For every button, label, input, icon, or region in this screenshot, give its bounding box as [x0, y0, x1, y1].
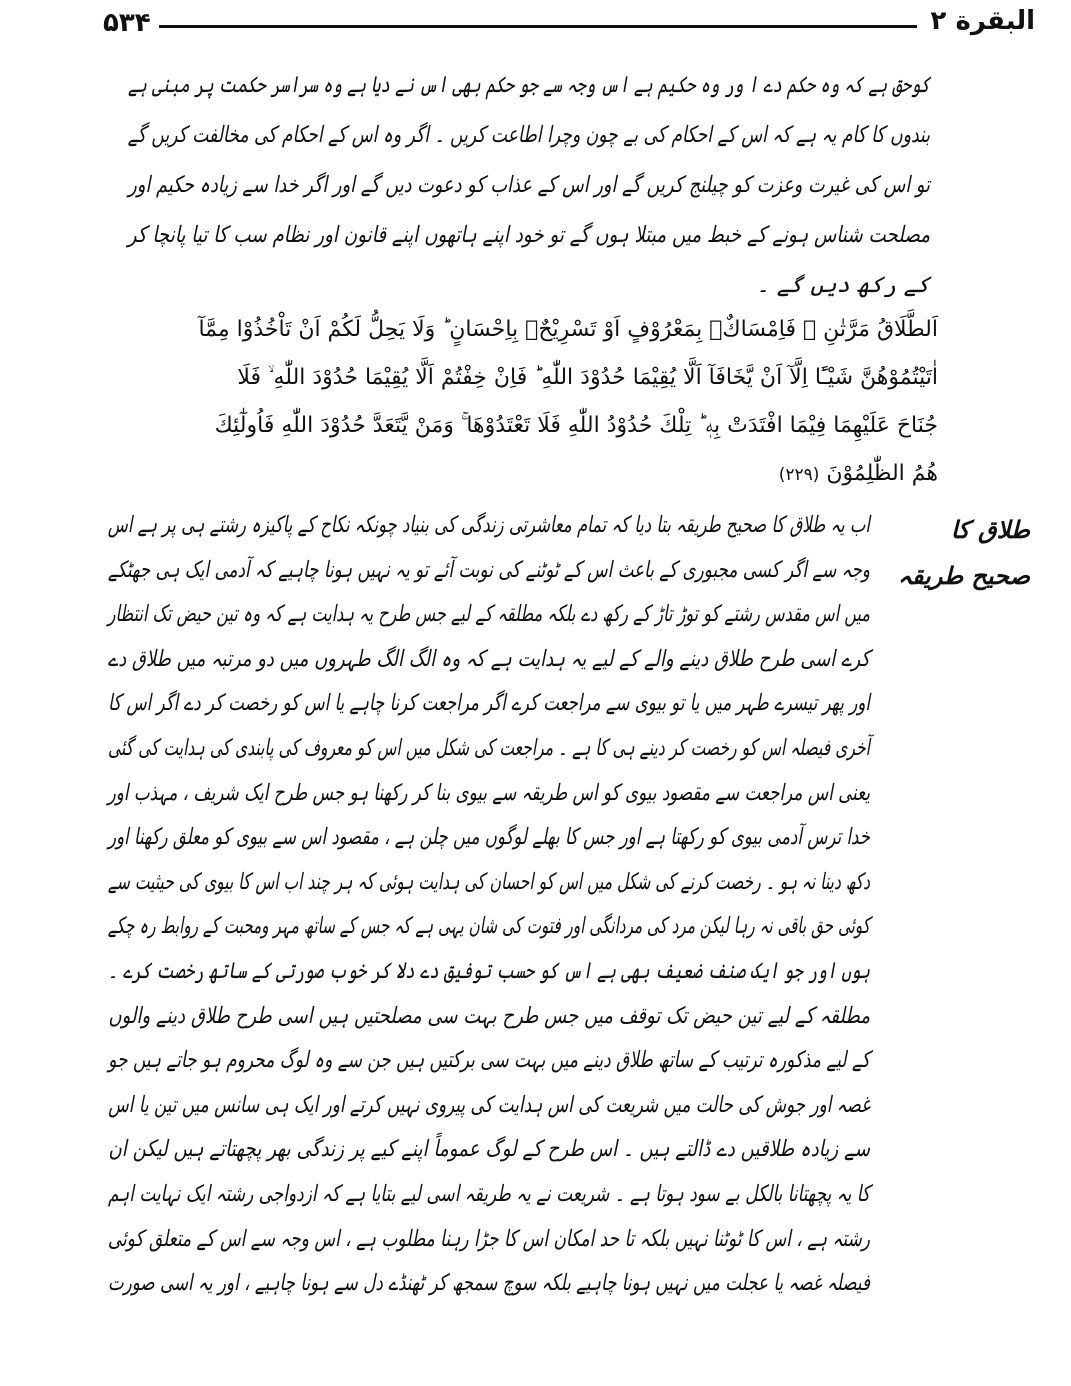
text-line: مطلقہ کے لیے تین حیض تک توقف میں جس طرح بہت سی مصلحتیں ہیں اسی طرح طلاق دینے والوں — [108, 1002, 871, 1029]
text-line: کوئی حق باقی نہ رہا لیکن مرد کی مردانگی اور فتوت کی شان یہی ہے کہ جس کے ساتھ مہر ومحبت کے روابط رہ چکے — [107, 913, 870, 940]
text-line: مصلحت شناس ہونے کے خبط میں مبتلا ہوں گے تو خود اپنے ہاتھوں اپنے قانون اور نظام سب کا تیا پانچا کر — [127, 222, 930, 248]
verse-line: اَلطَّلَاقُ مَرَّتٰنِ ۪ فَاِمْسَاكٌۢ بِمَعْرُوْفٍ اَوْ تَسْرِيْحٌۢ بِاِحْسَانٍ ؕ وَلَا يَحِلُّ لَكُمْ اَنْ تَاْخُذُوْا مِمَّآ — [198, 317, 938, 342]
commentary-paragraph-1 — [128, 60, 930, 310]
text-line: آخری فیصلہ اس کو رخصت کر دینے ہی کا ہے ۔ مراجعت کی شکل میں اس کو معروف کی پابندی کی ہدایت کی گئی — [108, 734, 870, 761]
verse-line: اٰتَيْتُمُوْهُنَّ شَيْـًٔا اِلَّآ اَنْ يَّخَافَآ اَلَّا يُقِيْمَا حُدُوْدَ اللّٰهِ ؕ فَاِنْ خِفْتُمْ اَلَّا يُقِيْمَا حُدُوْدَ اللّٰهِ ۙ فَلَا — [237, 365, 938, 390]
text-line: وجہ سے اگر کسی مجبوری کے باعث اس کے ٹوٹنے کی نوبت آئے تو یہ نہیں ہونا چاہیے کہ آدمی ایک ہی جھٹکے — [107, 556, 870, 583]
text-line: بندوں کا کام یہ ہے کہ اس کے احکام کی بے چون وچرا اطاعت کریں ۔ اگر وہ اس کے احکام کی مخالفت کریں گے — [127, 122, 931, 148]
page-header — [95, 6, 1035, 40]
text-line: رشتہ ہے ، اس کا ٹوٹنا نہیں بلکہ تا حد امکان اس کا جڑا رہنا مطلوب ہے ، اس وجہ سے اس کے متعلق کوئی — [107, 1225, 870, 1252]
margin-heading-line: طلاق کا — [950, 516, 1030, 544]
commentary-paragraph-2 — [108, 503, 870, 1306]
surah-title: البقرة ۲ — [930, 6, 1035, 36]
verse-line — [118, 450, 938, 498]
text-line: تو اس کی غیرت وعزت کو چیلنج کریں گے اور اس کے عذاب کو دعوت دیں گے اور اگر خدا سے زیادہ حکیم اور — [128, 172, 930, 198]
text-line: ہوں اور جو ایک صنف ضعیف بھی ہے اس کو حسب توفیق دے دلا کر خوب صورتی کے ساتھ رخصت کرے ۔ — [108, 957, 871, 984]
text-line: کے رکھ دیں گے ۔ — [756, 272, 930, 298]
page-number: ۵۳۴ — [103, 8, 151, 38]
header-rule — [159, 25, 917, 28]
verse-text: هُمُ الظّٰلِمُوْنَ — [826, 461, 938, 486]
text-line: میں اس مقدس رشتے کو توڑ تاڑ کے رکھ دے بلکہ مطلقہ کے لیے جس طرح یہ ہدایت ہے کہ وہ تین حیض تک انتظار — [107, 601, 870, 628]
text-line: دکھ دینا نہ ہو ۔ رخصت کرنے کی شکل میں اس کو احسان کی ہدایت ہوئی کہ ہر چند اب اس کا بیوی کی حیثیت سے — [107, 868, 871, 895]
text-line: کے لیے مذکورہ ترتیب کے ساتھ طلاق دینے میں بہت سی برکتیں ہیں جن سے وہ لوگ محروم ہو جاتے ہیں جو — [108, 1047, 870, 1074]
text-line: کوحق ہے کہ وہ حکم دے ا ور وہ حکیم ہے اس وجہ سے جو حکم بھی اس نے دیا ہے وہ سراسر حکمت پر مبنی ہے — [128, 72, 931, 98]
verse-line: جُنَاحَ عَلَيْهِمَا فِيْمَا افْتَدَتْ بِهٖ ؕ تِلْكَ حُدُوْدُ اللّٰهِ فَلَا تَعْتَدُوْهَا ۚ وَمَنْ يَّتَعَدَّ حُدُوْدَ اللّٰهِ فَاُولٰٓئِكَ — [214, 413, 938, 438]
text-line: خدا ترس آدمی بیوی کو رکھتا ہے اور جس کا بھلے لوگوں میں چلن ہے ، مقصود اس سے بیوی کو معلق رکھنا اور — [108, 824, 870, 851]
text-line: کا یہ پچھتانا بالکل بے سود ہوتا ہے ۔ شریعت نے یہ طریقہ اسی لیے بتایا ہے کہ ازدواجی رشتہ ایک نہایت اہم — [108, 1180, 870, 1207]
verse-number: (۲۲۹) — [778, 465, 820, 485]
text-line: اب یہ طلاق کا صحیح طریقہ بتا دیا کہ تمام معاشرتی زندگی کی بنیاد چونکہ نکاح کے پاکیزہ رشتے ہی پر ہے اس — [107, 512, 871, 538]
text-line: فیصلہ غصہ یا عجلت میں نہیں ہونا چاہیے بلکہ سوچ سمجھ کر ٹھنڈے دل سے ہونا چاہیے ، اور یہ اسی صورت — [107, 1270, 870, 1297]
quran-verse-block — [118, 306, 938, 498]
text-line: یعنی اس مراجعت سے مقصود بیوی کو اس طریقہ سے بیوی بنا کر رکھنا ہو جس طرح ایک شریف ، مہذب اور — [107, 779, 870, 806]
text-line: اور پھر تیسرے طہر میں یا تو بیوی سے مراجعت کرے اگر مراجعت کرنا چاہے یا اس کو رخصت کر دے اگر اس کا — [108, 690, 871, 717]
text-line: کرے اسی طرح طلاق دینے والے کے لیے یہ ہدایت ہے کہ وہ الگ الگ طہروں میں دو مرتبہ میں طلاق دے — [107, 645, 871, 672]
text-line: سے زیادہ طلاقیں دے ڈالتے ہیں ۔ اس طرح کے لوگ عموماً اپنے کیے پر زندگی بھر پچھتاتے ہیں لیکن ان — [108, 1136, 870, 1163]
text-line: غصہ اور جوش کی حالت میں شریعت کی اس ہدایت کی پیروی نہیں کرتے اور ایک ہی سانس میں تین یا اس — [108, 1091, 870, 1118]
margin-heading-line: صحیح طریقہ — [897, 562, 1030, 590]
margin-heading — [880, 507, 1030, 599]
